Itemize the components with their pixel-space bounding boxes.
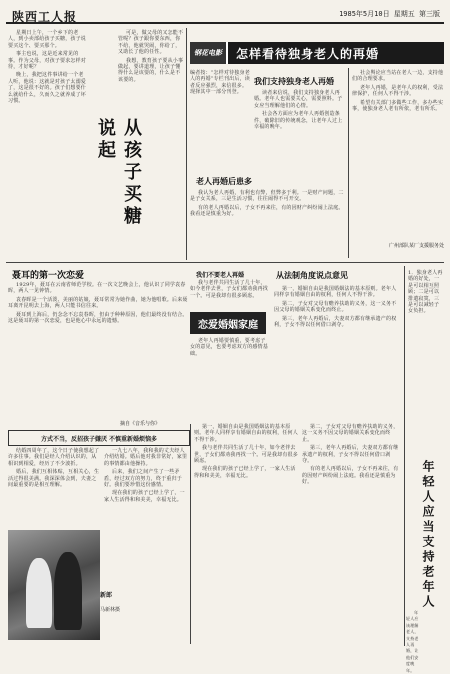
paragraph: 社会各方面应为老年人再婚创造条件，破除旧的传统观念，让老年人过上幸福的晚年。 — [254, 111, 343, 131]
masthead — [6, 6, 444, 24]
far-right-vertical-headline: 年轻人应当支持老年人 — [421, 460, 435, 610]
marriage-left-body — [190, 280, 270, 310]
mid-column-body — [254, 90, 344, 170]
marriage-left-body-2 — [190, 338, 270, 418]
paragraph: 第三，老年人再婚后，夫妻双方都有继承遗产的权利，子女不得以任何借口剥夺。 — [302, 445, 399, 465]
story-title: 聂耳的第一次恋爱 — [12, 271, 85, 281]
paragraph: 聂耳到上海后，仍念念不忘袁春晖，但由于种种原因，他们最终没有结合。这是聂耳的第一次恋爱，也是他心中永远的遗憾。 — [8, 311, 188, 325]
paragraph: 事主也说，这是近来常见的事。作为父母，对孩子要求怎样对待，才好呢？ — [8, 51, 87, 71]
paragraph: 我与老伴共同生活了几十年，如今老伴去世，子女们都劝我再找一个。可是我却有很多顾虑。 — [190, 280, 269, 299]
paragraph: 希望有关部门多做些工作，多办些实事，使独身老人老有所依，老有所乐。 — [352, 99, 444, 113]
paragraph: 社会舆论应当站在老人一边，支持他们的合理要求。 — [352, 70, 444, 83]
paragraph: 可是，做父母的又怎能不管呢？孩子跟你要东西，你不给，他就哭闹，你给了，又助长了他的任性。 — [118, 30, 184, 56]
column-rule — [190, 424, 191, 644]
paragraph: 星期日上午，一个乡下的老人，到小卖部给孩子买糖，孩子说要买这个、要买那个。 — [8, 30, 87, 49]
paragraph: 后来，我们之间产生了一些矛盾，经过双方的努力，终于重归于好。我们要珍惜这份感情。 — [104, 469, 183, 489]
paragraph: 读者来信说，我们支持独身老人再婚。老年人也需要关心，需要照料。子女应当理解他们的心情。 — [254, 90, 343, 109]
paragraph: 第二，子女对父母有赡养扶助的义务，这一义务不因父母的婚姻关系变化而终止。 — [302, 424, 399, 443]
paragraph: 第一，婚姻自由是我国婚姻法的基本原则。老年人同样享有婚姻自由的权利，任何人不得干涉。 — [274, 286, 397, 299]
paragraph: 第一，婚姻自由是我国婚姻法的基本原则。老年人同样享有婚姻自由的权利，任何人不得干涉。 — [194, 424, 299, 443]
story-body — [8, 282, 188, 420]
boxed-heading-text: 方式不当，反招孩子嫌厌 不慎重新婚烦恼多 — [40, 435, 158, 443]
paragraph: 袁春晖是一个活泼、美丽的姑娘，聂耳常常为她作曲，她为他唱歌。后来聂耳离开昆明去上海，两人只能书信往来。 — [8, 296, 188, 310]
bottom-center-body — [194, 424, 298, 644]
column-rule — [186, 28, 187, 260]
paragraph: 现在我们的孩子已经上学了，一家人生活得和和美美，幸福无比。 — [104, 490, 185, 503]
editor-note-text: 编者按：“怎样对待独身老人的再婚”专栏刊出后，读者反应强烈，来信很多。现择其中一部分刊登。 — [190, 70, 250, 96]
paragraph: 第三，老年人再婚后，夫妻双方都有继承遗产的权利，子女不得以任何借口剥夺。 — [274, 315, 397, 329]
story-credit: 摘自《音乐与你》 — [120, 421, 161, 427]
paragraph: 我认为老人再婚，有利也有弊，但弊多于利。一是财产问题，二是子女关系，三是生活习惯，往往闹得不可开交。 — [190, 190, 344, 203]
marriage-left-subhead: 我们不要老人再婚 — [196, 272, 245, 279]
remarriage-subhead: 老人再婚后患多 — [196, 176, 252, 186]
right-column-signature: 广州部队某厂支援服务处 — [388, 243, 444, 249]
paragraph: 有的老人再婚以后，子女不再来往，有的因财产纠纷闹上法庭。我看还是慎重为好。 — [302, 466, 399, 486]
paragraph: 我与老伴共同生活了几十年，如今老伴去世，子女们都劝我再找一个。可是我却有很多顾虑。 — [194, 445, 299, 465]
paragraph: 1929年，聂耳在云南省师范学校。在一次文艺晚会上，他认识了同学袁春晖，两人一见钟情。 — [8, 282, 186, 295]
marriage-right-body — [274, 286, 400, 416]
paragraph: 有的老人再婚以后，子女不再来往，有的因财产纠纷闹上法庭。我看还是慎重为好。 — [190, 204, 344, 218]
top-headline-title: 怎样看待独身老人的再婚 — [236, 46, 380, 61]
marriage-right-title: 从法制角度说点意见 — [276, 270, 348, 280]
paragraph: 第二，子女对父母有赡养扶助的义务，这一义务不因父母的婚姻关系变化而终止。 — [274, 300, 397, 314]
top-headline-bar — [190, 42, 444, 64]
far-right-body — [406, 610, 420, 673]
photo-credit: 马新林摄 — [100, 607, 121, 613]
left-feature-body-2 — [118, 30, 184, 260]
photo-caption: 新郎 — [100, 592, 113, 599]
section-banner-text: 恋爱婚姻家庭 — [198, 319, 258, 331]
paragraph: 婚后，我们互相体贴，互相关心，生活过得很美满。我深深体会到，夫妻之间最重要的是相互理解。 — [8, 469, 100, 489]
paragraph: 一九七八年，我和我的丈夫经人介绍结婚。婚后他对我非常好，家里的事情都由他操持。 — [104, 448, 188, 467]
editor-note — [190, 70, 250, 170]
groom-figure — [54, 552, 82, 630]
paragraph: 老年人再婚要慎重，要考虑子女的意见，也要考虑双方的感情基础。 — [190, 338, 269, 357]
date-line: 1985年5月10日 星期五 第三版 — [339, 10, 440, 18]
newspaper-title: 陕西工人报 — [12, 10, 78, 24]
paragraph: 结婚四周年了，这个日子使我想起了许多往事。我们是经人介绍认识的，从相识到相爱，经历了不少波折。 — [8, 448, 100, 467]
right-column-body — [352, 70, 444, 240]
paragraph: 晚上，我把这件事讲给一个老人听，他说：这就是对孩子太溺爱了，这是很不好的。孩子们想要什么就给什么，久而久之就养成了坏习惯。 — [8, 72, 87, 105]
paragraph: 年轻人应该理解老人，支持老人再婚，让他们安度晚年。 — [406, 610, 419, 673]
column-rule — [404, 266, 405, 646]
boxed-heading — [8, 430, 190, 446]
paragraph: 老年人再婚，是老年人的权利，受法律保护，任何人不得干涉。 — [352, 84, 444, 98]
section-banner — [190, 312, 266, 334]
remarriage-body — [190, 190, 344, 258]
paragraph: 1．独身老人再婚的好处，一是可以相互照顾；二是可以排遣寂寞，三是可以减轻子女负担。 — [408, 270, 443, 315]
mid-subhead: 我们支持独身老人再婚 — [254, 76, 334, 86]
paragraph: 现在我们的孩子已经上学了，一家人生活得和和美美，幸福无比。 — [194, 466, 296, 479]
paragraph: 我想，教育孩子要从小事做起，要讲道理，让孩子懂得什么是该要的，什么是不该要的。 — [118, 57, 184, 83]
left-feature-body — [8, 30, 88, 260]
bottom-left-body — [8, 448, 100, 528]
section-divider — [6, 262, 444, 263]
column-rule — [348, 68, 349, 258]
bride-figure — [26, 558, 52, 628]
bottom-mid-body — [104, 448, 188, 588]
far-right-intro — [408, 270, 444, 450]
column-logo: 钢花电影 — [190, 42, 228, 64]
left-vertical-headline: 从孩子买糖说起 — [95, 118, 142, 228]
wedding-photo — [8, 530, 100, 640]
bottom-center-body-2 — [302, 424, 400, 644]
